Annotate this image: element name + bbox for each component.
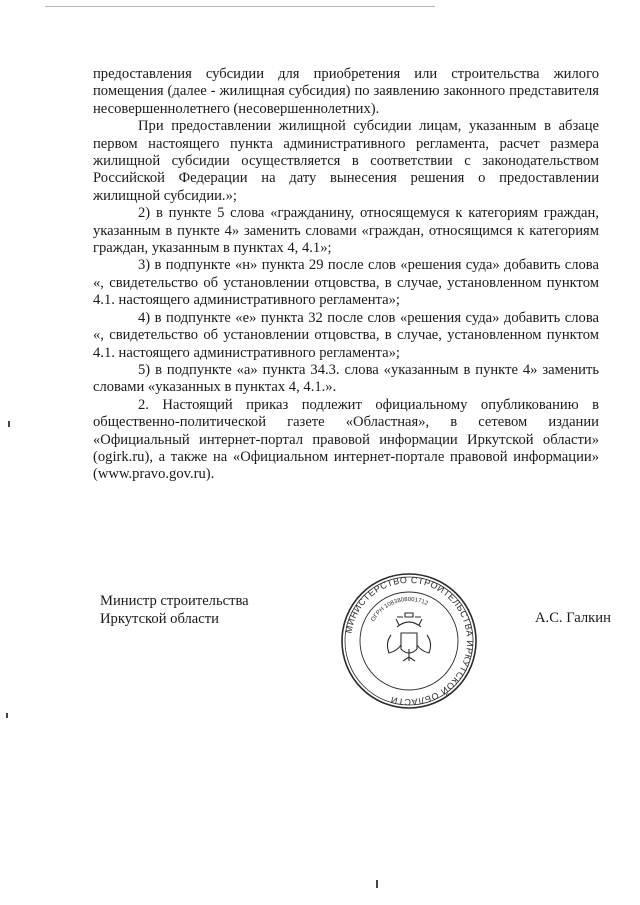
signatory-name: А.С. Галкин <box>535 610 611 626</box>
paragraph: предоставления субсидии для приобретения или строительства жилого помещения (далее - жилищная субсидия) по заявлению законного представителя несовершеннолетнего (несовершеннолетних). <box>93 66 599 117</box>
scan-speck <box>8 421 10 427</box>
scan-top-edge-line <box>45 6 435 7</box>
signatory-title: Министр строительства Иркутской области <box>100 593 249 627</box>
document-body <box>93 66 599 484</box>
svg-text:МИНИСТЕРСТВО СТРОИТЕЛЬСТВА ИРК <box>343 575 475 707</box>
paragraph: 2. Настоящий приказ подлежит официальному опубликованию в общественно-политической газете «Областная», в сетевом издании «Официальный интернет-портал правовой информации Иркутской области» (ogirk.ru), а также на «Официальном интернет-портале правовой информации» (www.pravo.gov.ru). <box>93 396 599 483</box>
paragraph: При предоставлении жилищной субсидии лицам, указанным в абзаце первом настоящего пункта административного регламента, расчет размера жилищной субсидии осуществляется в соответствии с законодательством Российской Федерации на дату вынесения решения о предоставлении жилищной субсидии.»; <box>93 118 599 204</box>
scan-speck <box>6 713 8 718</box>
paragraph: 2) в пункте 5 слова «гражданину, относящемуся к категориям граждан, указанным в пункте 4» заменить словами «граждан, относящимся к категориям граждан, указанным в пунктах 4, 4.1»; <box>93 205 599 257</box>
paragraph: 5) в подпункте «а» пункта 34.3. слова «указанным в пункте 4» заменить словами «указанных в пунктах 4, 4.1.». <box>93 361 599 396</box>
svg-text:ОГРН 1083808001712 <box>370 597 429 623</box>
coat-of-arms-emblem <box>387 613 430 661</box>
official-seal-stamp <box>339 571 479 711</box>
paragraph: 3) в подпункте «н» пункта 29 после слов «решения суда» добавить слова «, свидетельство об установлении отцовства, в случае, установленном пунктом 4.1. настоящего административного регламента»; <box>93 257 599 309</box>
paragraph: 4) в подпункте «е» пункта 32 после слов «решения суда» добавить слова «, свидетельство об установлении отцовства, в случае, установленном пунктом 4.1. настоящего административного регламента»; <box>93 309 599 361</box>
stamp-inner-text: ОГРН 1083808001712 <box>370 596 429 623</box>
stamp-outer-text: МИНИСТЕРСТВО СТРОИТЕЛЬСТВА ИРКУТСКОЙ ОБЛАСТИ <box>343 574 476 708</box>
scan-speck <box>376 880 378 888</box>
